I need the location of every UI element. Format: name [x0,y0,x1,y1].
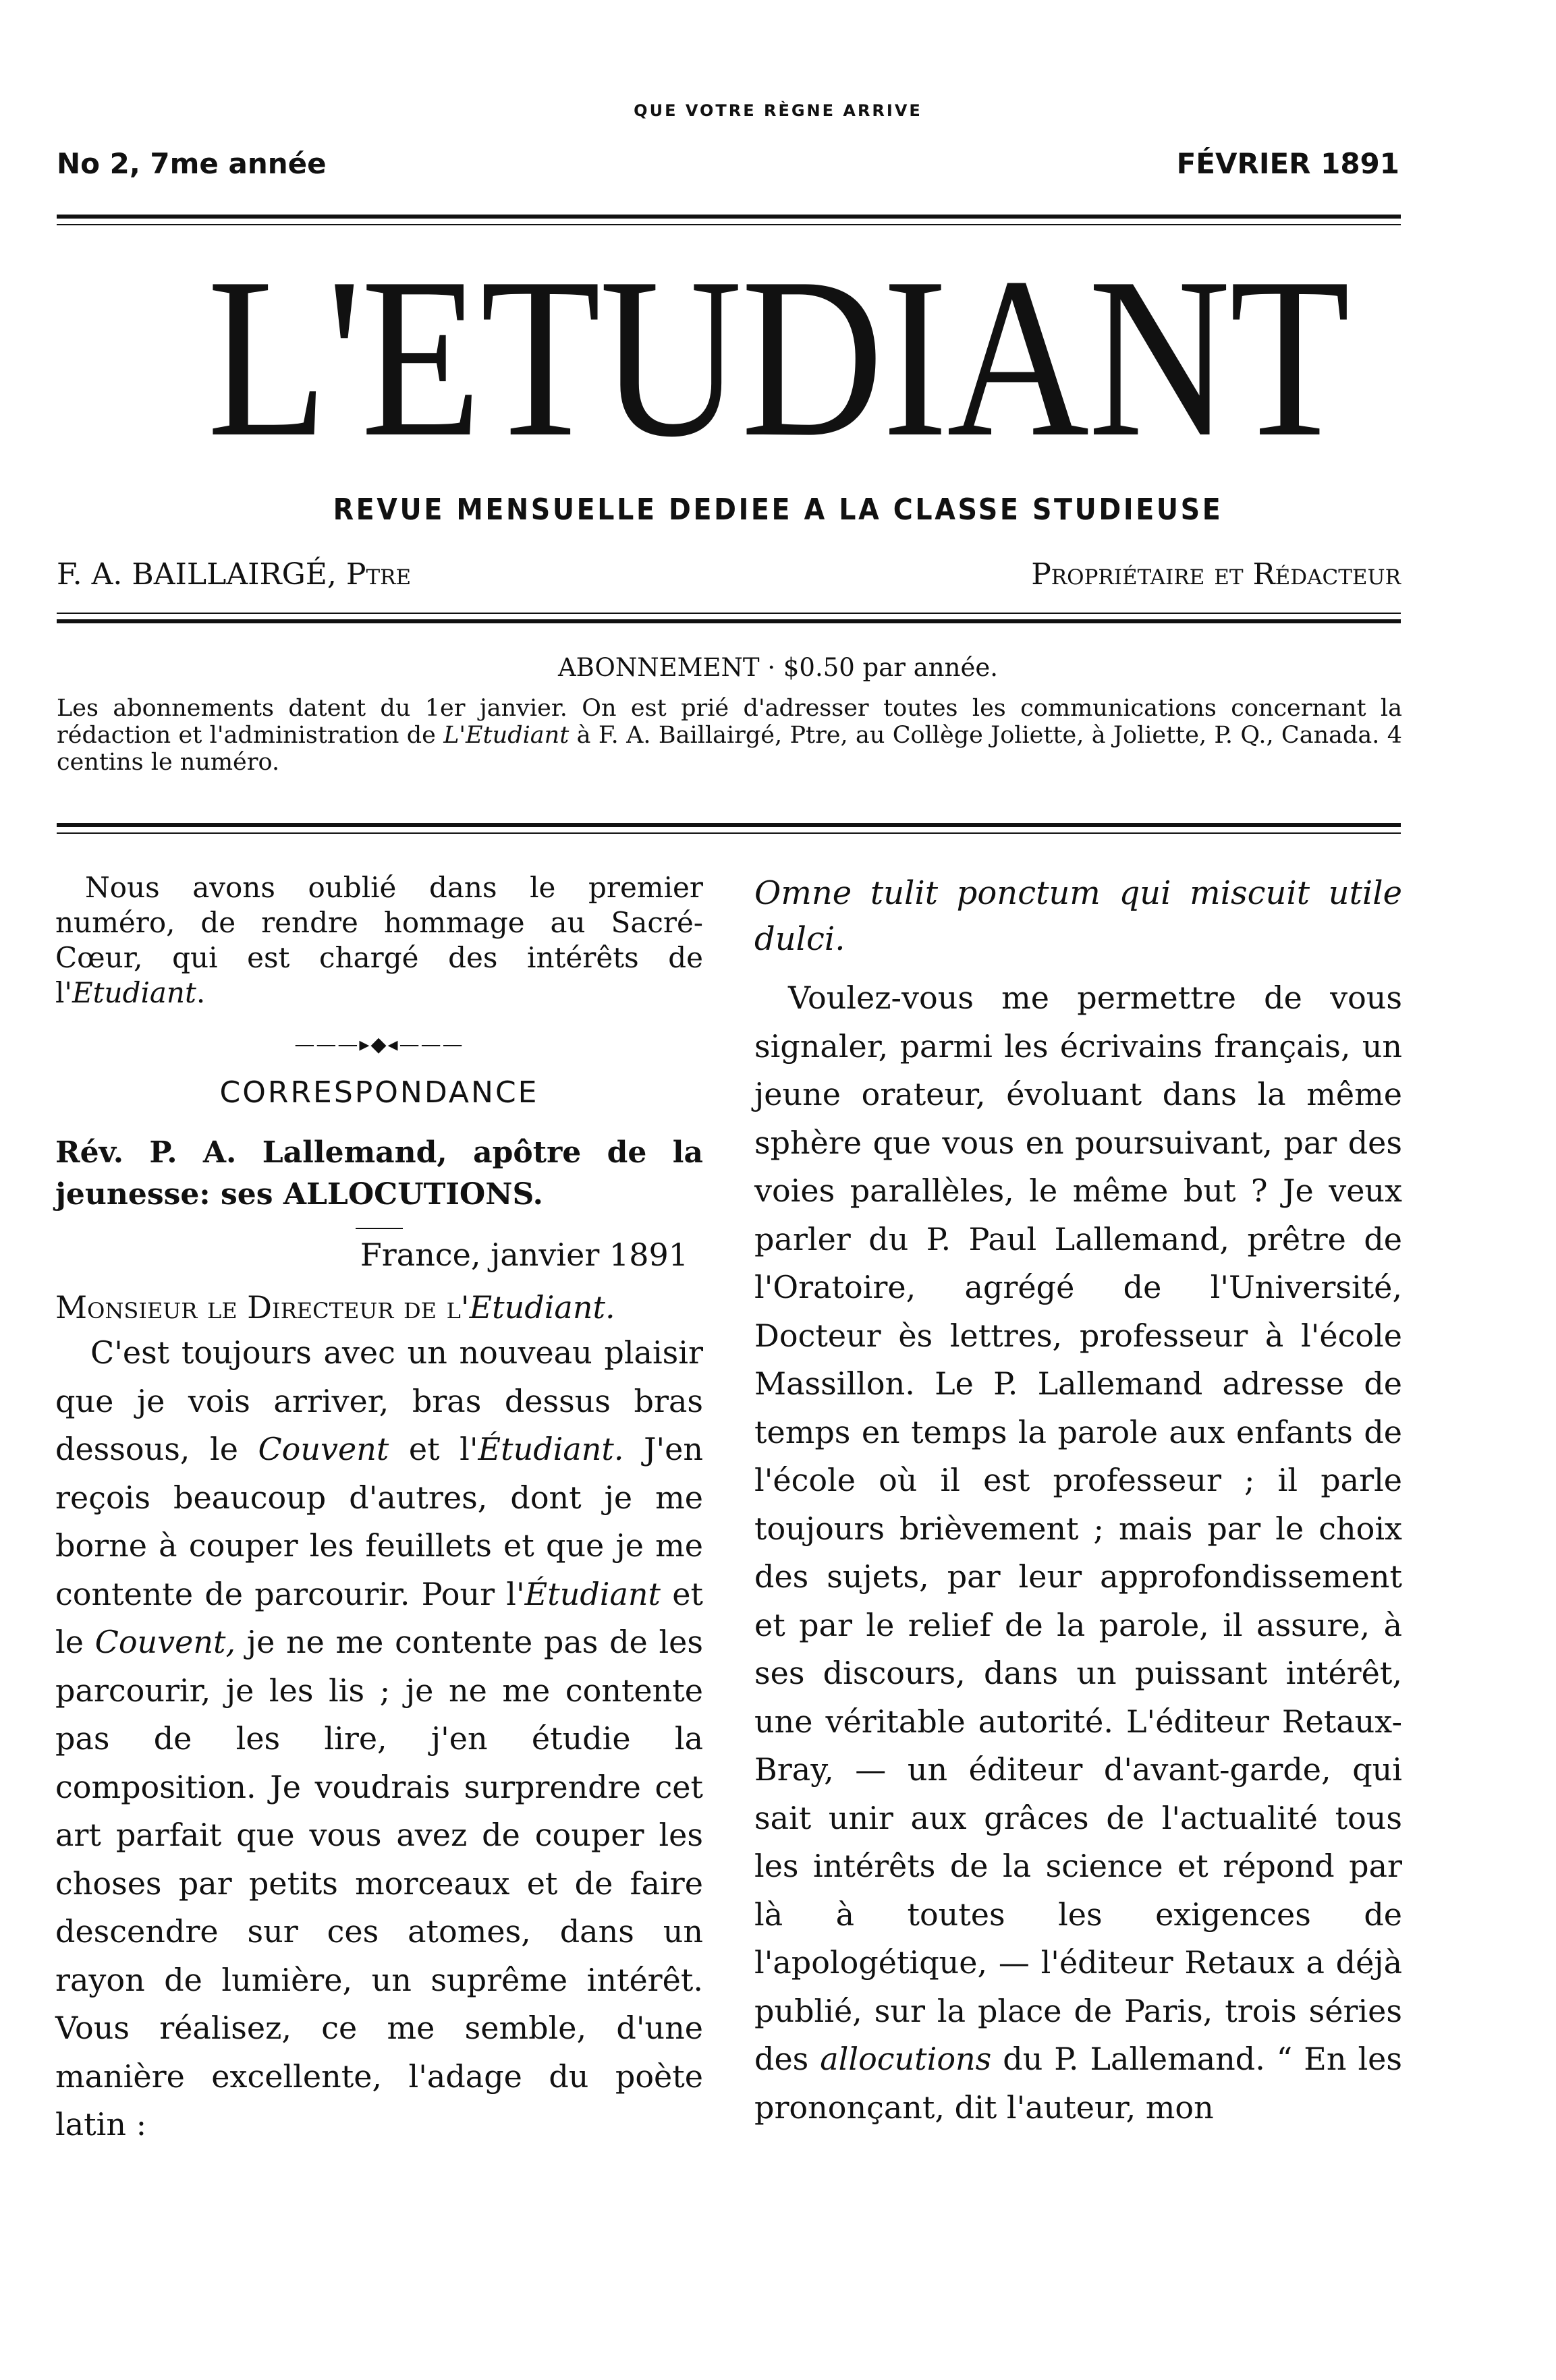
salutation-text: Monsieur le Directeur de l' [55,1289,470,1326]
notice-rule-thin [57,832,1401,834]
p1-text-c: J'en reçois beaucoup d'autres, dont je me borne à couper les feuillets et que je me contente de parcourir. Pour l' [55,1431,704,1612]
masthead-subtitle: REVUE MENSUELLE DEDIEE A LA CLASSE STUDIEUSE [333,492,1223,527]
p1-etudiant-1: Étudiant. [478,1431,624,1467]
short-divider [356,1228,403,1229]
editor-rule-thick [57,619,1401,623]
right-column [754,870,1402,2132]
editor-name: F. A. BAILLAIRGÉ, Ptre [57,557,412,592]
p1-text-a: C'est toujours avec un nouveau plaisir que je vois arriver, bras dessus bras dessous, le [55,1334,703,1467]
editor-role: Propriétaire et Rédacteur [1031,557,1401,592]
p2-allocutions: allocutions [820,2041,992,2077]
p1-text-b: et l' [389,1431,478,1467]
p1-text-e: je ne me contente pas de les parcourir, je les lis ; je ne me contente pas de les lire, j'en étudie la composition. Je voudrais surprendre cet art parfait que vous avez de couper les choses par petits morceaux et de faire descendre sur ces atomes, dans un rayon de lumière, un suprême intérêt. Vous réalisez, ce me semble, d'une manière excellente, l'adage du poète latin : [55,1624,703,2143]
left-column [55,870,703,2149]
subscription-notice [57,695,1402,776]
opening-note-title: Etudiant [72,976,196,1009]
paragraph-2 [754,974,1402,2132]
editor-rule-thin [57,613,1401,614]
opening-note-end: . [196,976,206,1009]
header-rule-thin [57,224,1401,225]
article-title: Rév. P. A. Lallemand, apôtre de la jeunesse: ses ALLOCUTIONS. [55,1135,703,1212]
motto: QUE VOTRE RÈGNE ARRIVE [634,101,922,120]
notice-text-1: Les abonnements datent du 1er janvier. On est prié d'adresser toutes les communications concernant la rédaction et l'administration de [57,695,1402,749]
issue-number: No 2, 7me année [57,147,327,180]
p1-text-d: et le [55,1575,703,1660]
subscription-line: ABONNEMENT · $0.50 par année. [557,653,999,682]
issue-date: FÉVRIER 1891 [1176,147,1399,180]
opening-note [55,870,703,1011]
section-heading: CORRESPONDANCE [219,1075,539,1110]
salutation-title: Etudiant. [469,1289,615,1326]
salutation [55,1286,703,1329]
header-rule-thick [57,215,1401,219]
divider-ornament: ———▸◆◂——— [294,1033,464,1056]
paragraph-1 [55,1329,703,2149]
notice-rule-thick [57,823,1401,827]
p2-text-a: Voulez-vous me permettre de vous signaler, parmi les écrivains français, un jeune orateur, évoluant dans la même sphère que vous en poursuivant, par des voies parallèles, le même but ? Je veux parler du P. Paul Lallemand, prêtre de l'Oratoire, agrégé de l'Université, Docteur ès lettres, professeur à l'école Massillon. Le P. Lallemand adresse de temps en temps la parole aux enfants de l'école où il est professeur ; il parle toujours brièvement ; mais par le choix des sujets, par leur approfondissement et par le relief de la parole, il assure, à ses discours, dans un puissant intérêt, une véritable autorité. L'éditeur Retaux-Bray, — un éditeur d'avant-garde, qui sait unir aux grâces de l'actualité tous les intérêts de la science et répond par là à toutes les exigences de l'apologétique, — l'éditeur Retaux a déjà publié, sur la place de Paris, trois séries des [754,980,1402,2077]
latin-quote: Omne tulit ponctum qui miscuit utile dulci. [754,874,1402,958]
p2-text-b: du P. Lallemand. “ En les prononçant, dit l'auteur, mon [754,2041,1402,2126]
masthead-title: L'ETUDIANT [207,230,1349,484]
p1-couvent-1: Couvent [258,1431,389,1467]
dateline: France, janvier 1891 [360,1237,688,1273]
p1-couvent-2: Couvent, [94,1624,236,1660]
p1-etudiant-2: Étudiant [524,1575,661,1612]
notice-journal-title: L'Etudiant [443,722,569,749]
opening-note-text: Nous avons oublié dans le premier numéro, de rendre hommage au Sacré-Cœur, qui est chargé des intérêts de l' [55,871,703,1009]
notice-text-2: à F. A. Baillairgé, Ptre, au Collège Joliette, à Joliette, P. Q., Canada. 4 centins le numéro. [57,722,1402,776]
